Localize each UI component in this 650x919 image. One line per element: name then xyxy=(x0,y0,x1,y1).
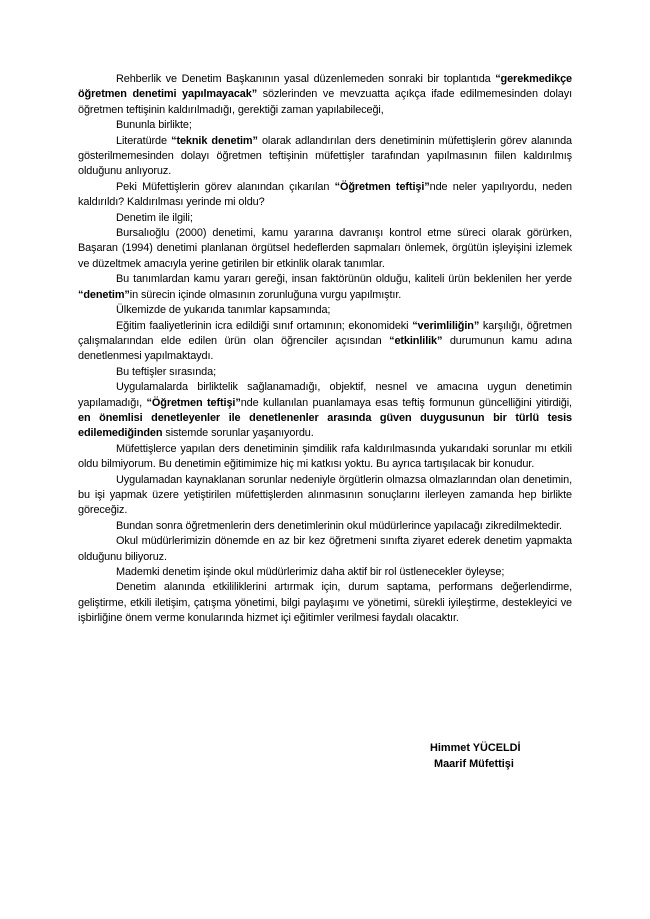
text-run: Ülkemizde de yukarıda tanımlar kapsamında; xyxy=(116,304,331,317)
paragraph-p17 xyxy=(78,580,572,626)
text-run: nde kullanılan puanlamaya esas teftiş formunun güncelliğini yitirdiği, xyxy=(240,396,572,409)
text-run: Bundan sonra öğretmenlerin ders denetimlerinin okul müdürlerince yapılacağı zikredilmektedir. xyxy=(116,519,562,532)
paragraph-p10 xyxy=(78,365,572,380)
text-run: sözlerinden ve mevzuatta açıkça ifade edilmemesinden dolayı öğretmen teftişinin kaldırılmadığı, gerektiği zaman yapılabileceği, xyxy=(78,88,573,116)
paragraph-p11 xyxy=(78,380,572,442)
bold-phrase: en önemlisi denetleyenler ile denetlenenler arasında güven duygusunun bir türlü tesis edilemediğinden xyxy=(78,411,572,440)
author-title: Maarif Müfettişi xyxy=(434,758,514,770)
paragraph-p15 xyxy=(78,534,572,565)
text-run: Uygulamalarda birliktelik sağlanamadığı, objektif, nesnel ve amacına uygun denetimin yapılamadığı, xyxy=(78,381,572,409)
text-run: sistemde sorunlar yaşanıyordu. xyxy=(162,427,314,440)
paragraph-p1 xyxy=(78,72,572,118)
bold-phrase: “denetim” xyxy=(78,288,130,301)
text-run: Peki Müfettişlerin görev alanından çıkarılan xyxy=(116,180,335,193)
bold-phrase: “etkinlilik” xyxy=(389,334,443,347)
signature-block xyxy=(430,740,521,772)
text-run: Literatürde xyxy=(116,134,172,147)
paragraph-p13 xyxy=(78,473,572,519)
author-name: Himmet YÜCELDİ xyxy=(430,742,521,754)
paragraph-p7 xyxy=(78,272,572,303)
text-run: Eğitim faaliyetlerinin icra edildiği sınıf ortamının; ekonomideki xyxy=(116,319,413,332)
paragraph-p12 xyxy=(78,442,572,473)
bold-phrase: “gerekmedikçe öğretmen denetimi yapılmayacak” xyxy=(78,73,572,101)
paragraph-p4 xyxy=(78,180,572,211)
paragraph-p16 xyxy=(78,565,572,580)
text-run: Denetim alanında etkililiklerini artırmak için, durum saptama, performans değerlendirme, geliştirme, etkili iletişim, çatışma yönetimi, bilgi paylaşımı ve yönetimi, sürekli iyileştirme, destekleyici ve işbirliğine önem verme konularında hizmet içi eğitimler verilmesi faydalı olacaktır. xyxy=(78,581,572,625)
text-run: Müfettişlerce yapılan ders denetiminin şimdilik rafa kaldırılmasında yukarıdaki sorunlar mı etkili oldu bilmiyorum. Bu denetimin eğitimimize hiç mi katkısı yoktu. Bu ayrıca tartışılacak bir konudur. xyxy=(78,442,572,471)
paragraph-p5 xyxy=(78,211,572,226)
text-run: Rehberlik ve Denetim Başkanının yasal düzenlemeden sonraki bir toplantıda xyxy=(116,73,496,85)
paragraph-p3 xyxy=(78,134,572,180)
bold-phrase: “teknik denetim” xyxy=(171,134,258,147)
text-run: Bu teftişler sırasında; xyxy=(116,365,216,378)
bold-phrase: “Öğretmen teftişi” xyxy=(334,180,430,193)
text-run: Denetim ile ilgili; xyxy=(116,211,193,224)
text-run: Mademki denetim işinde okul müdürlerimiz daha aktif bir rol üstlenecekler öyleyse; xyxy=(116,566,505,578)
paragraph-p2 xyxy=(78,118,572,133)
paragraph-p8 xyxy=(78,303,572,318)
text-run: nde neler yapılıyordu, neden kaldırıldı? Kaldırılması yerinde mi oldu? xyxy=(78,180,572,209)
bold-phrase: “verimliliğin” xyxy=(412,319,480,332)
bold-phrase: “Öğretmen teftişi” xyxy=(146,396,241,409)
text-run: olarak adlandırılan ders denetiminin müfettişlerin görev alanında gösterilmemesinden dolayı öğretmen teftişinin müfettişler tarafından yapılmasının fiilen kaldırılmış olduğunu anlıyoruz. xyxy=(78,134,572,178)
text-run: Uygulamadan kaynaklanan sorunlar nedeniyle örgütlerin olmazsa olmazlarından olan denetimin, bu işi yapmak üzere yetiştirilen müfettişlerden alınmasının sonuçlarını ilerleyen zamanda hep birlikte göreceğiz. xyxy=(78,473,572,517)
text-run: in sürecin içinde olmasının zorunluğuna vurgu yapılmıştır. xyxy=(129,288,402,301)
text-run: Bursalıoğlu (2000) denetimi, kamu yararına davranışı kontrol etme süreci olarak görürken, Başaran (1994) denetimi planlanan örgütsel hedeflerden sapmaları önlemek, örgütün işleyişini izlemek ve düzeltmek amacıyla yerine getirilen bir etkinlik olarak tanımlar. xyxy=(78,227,572,270)
paragraph-p9 xyxy=(78,319,572,365)
text-run: durumunun kamu adına denetlenmesi yapılmaktaydı. xyxy=(78,334,572,363)
text-run: Okul müdürlerimizin dönemde en az bir kez öğretmeni sınıfta ziyaret ederek denetim yapmakta olduğunu biliyoruz. xyxy=(78,535,572,563)
document-body xyxy=(78,72,572,627)
text-run: Bununla birlikte; xyxy=(116,119,192,132)
paragraph-p14 xyxy=(78,519,572,534)
text-run: karşılığı, öğretmen çalışmalarından elde edilen ürün olan öğrenciler açısından xyxy=(78,319,572,347)
text-run: Bu tanımlardan kamu yararı gereği, insan faktörünün olduğu, kaliteli ürün beklenilen her yerde xyxy=(116,273,572,286)
paragraph-p6 xyxy=(78,226,572,272)
